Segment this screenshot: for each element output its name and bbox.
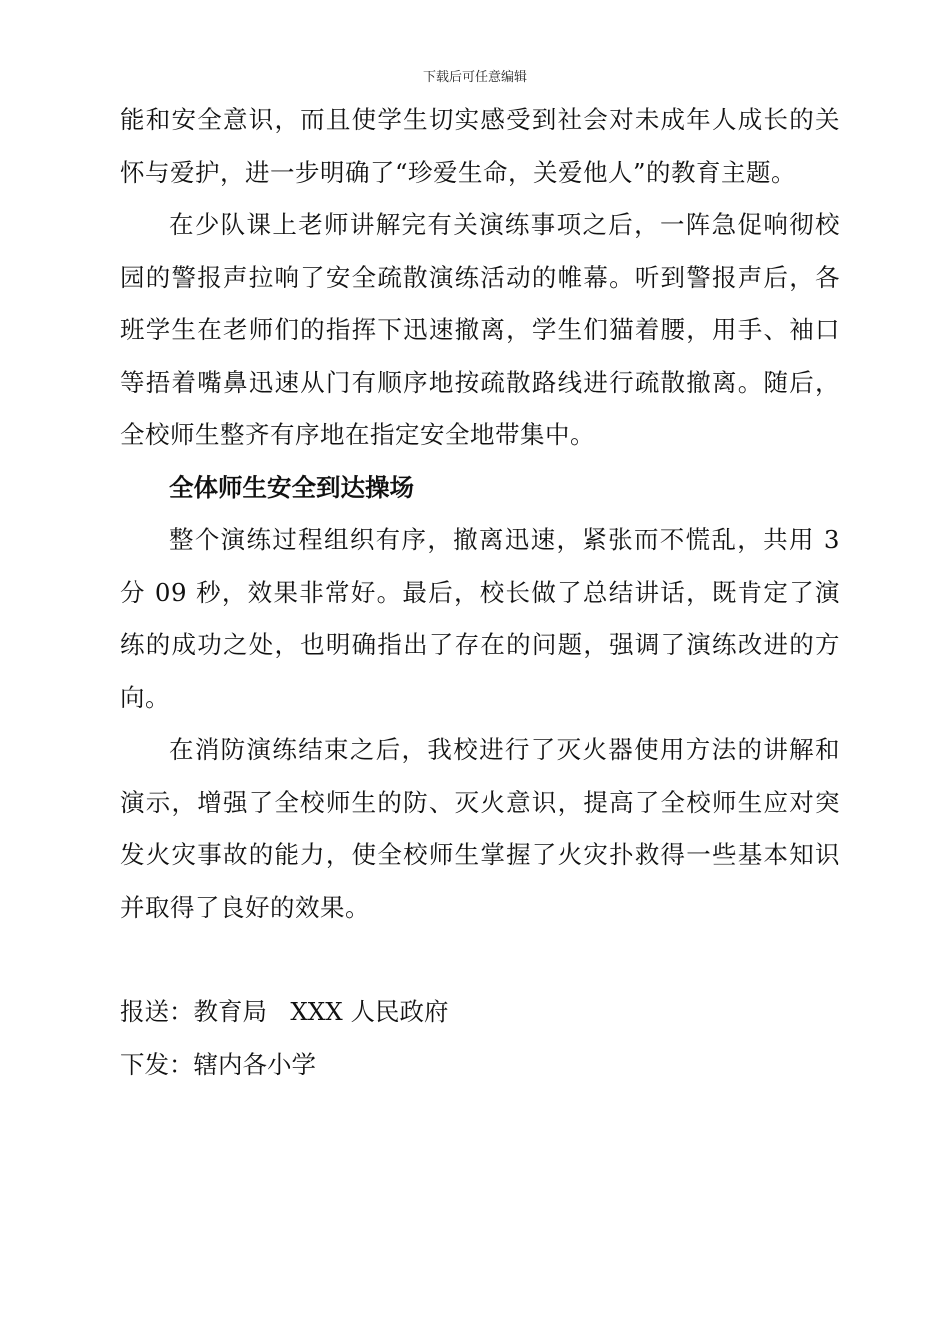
section-heading: 全体师生安全到达操场 xyxy=(169,472,414,502)
report-to-line: 报送：教育局 XXX 人民政府 xyxy=(120,997,449,1026)
paragraph-continuation: 能和安全意识，而且使学生切实感受到社会对未成年人成长的关怀与爱护，进一步明确了“珍爱生命，关爱他人”的教育主题。 xyxy=(120,105,840,187)
document-body xyxy=(120,94,840,1091)
paragraph-drill-summary: 整个演练过程组织有序，撤离迅速，紧张而不慌乱，共用 3 分 09 秒，效果非常好。最后，校长做了总结讲话，既肯定了演练的成功之处，也明确指出了存在的问题，强调了演练改进的方向。 xyxy=(120,525,840,712)
paragraph-extinguisher-demo: 在消防演练结束之后，我校进行了灭火器使用方法的讲解和演示，增强了全校师生的防、灭火意识，提高了全校师生应对突发火灾事故的能力，使全校师生掌握了火灾扑救得一些基本知识并取得了良好的效果。 xyxy=(120,735,840,922)
page-header-note: 下载后可任意编辑 xyxy=(422,70,527,85)
paragraph-drill-start: 在少队课上老师讲解完有关演练事项之后，一阵急促响彻校园的警报声拉响了安全疏散演练活动的帷幕。听到警报声后，各班学生在老师们的指挥下迅速撤离，学生们猫着腰，用手、袖口等捂着嘴鼻迅速从门有顺序地按疏散路线进行疏散撤离。随后，全校师生整齐有序地在指定安全地带集中。 xyxy=(120,210,840,449)
issue-to-line: 下发：辖内各小学 xyxy=(120,1049,316,1079)
footer-spacer xyxy=(120,934,840,986)
